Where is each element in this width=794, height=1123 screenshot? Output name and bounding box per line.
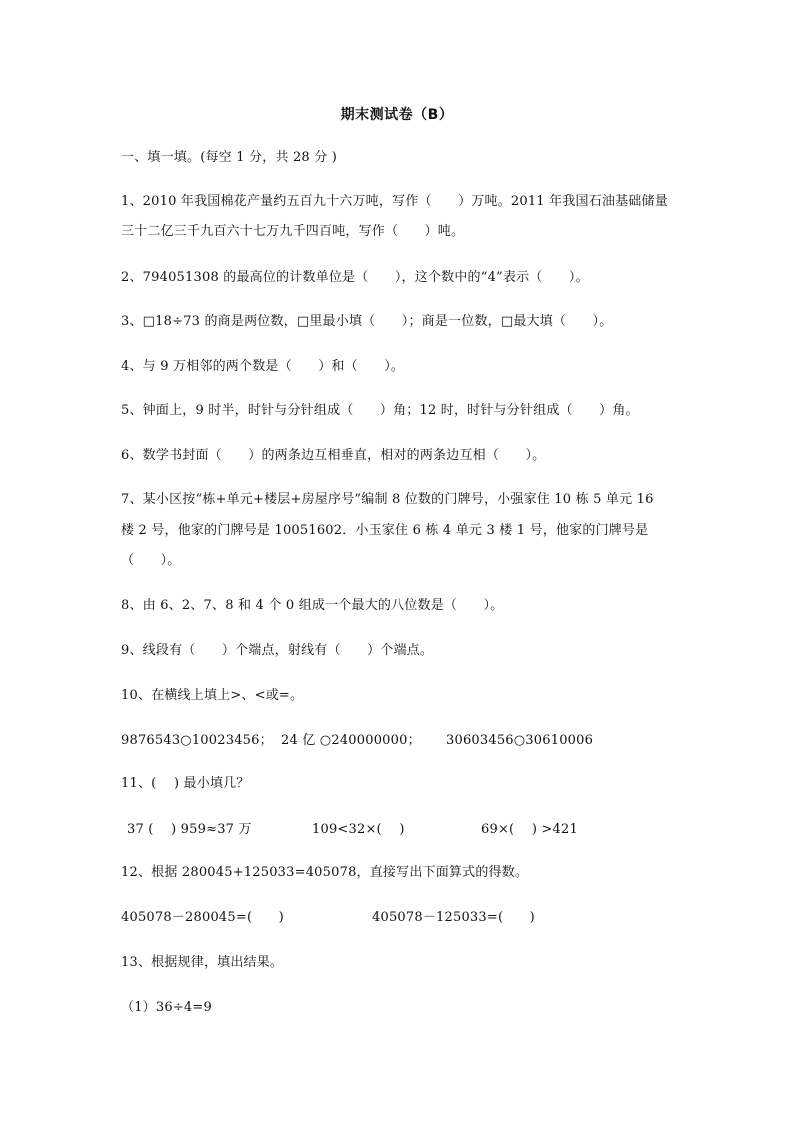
question-12-item-a: 405078－280045=( ) [121,910,284,925]
question-2: 2、794051308 的最高位的计数单位是（ ），这个数中的“4”表示（ ）。 [121,270,589,285]
question-11-item-b: 109<32×( ) [312,822,405,837]
question-3: 3、□18÷73 的商是两位数，□里最小填（ ）；商是一位数，□最大填（ ）。 [121,314,613,329]
question-6: 6、数学书封面（ ）的两条边互相垂直，相对的两条边互相（ ）。 [121,448,546,463]
question-10-item-c: 30603456○30610006 [446,733,594,748]
question-1-line-1: 1、2010 年我国棉花产量约五百九十六万吨，写作（ ）万吨。2011 年我国石油基础储量 [121,194,668,209]
question-10-item-a: 9876543○10023456； [121,733,273,748]
question-9: 9、线段有（ ）个端点，射线有（ ）个端点。 [121,643,434,658]
section-heading: 一、填一填。(每空 1 分，共 28 分 ) [121,150,338,165]
question-11: 11、( ) 最小填几？ [121,776,250,791]
question-12: 12、根据 280045+125033=405078，直接写出下面算式的得数。 [121,865,529,880]
question-7-line-1: 7、某小区按“栋+单元+楼层+房屋序号”编制 8 位数的门牌号，小强家住 10 栋 5 单元 16 [121,492,654,507]
question-4: 4、与 9 万相邻的两个数是（ ）和（ ）。 [121,359,405,374]
question-11-item-a: 37 ( ) 959≈37 万 [127,822,252,837]
question-12-item-b: 405078－125033=( ) [372,910,535,925]
question-1-line-2: 三十二亿三千九百六十七万九千四百吨，写作（ ）吨。 [121,224,465,239]
question-13: 13、根据规律，填出结果。 [121,955,284,970]
question-7-line-2: 楼 2 号，他家的门牌号是 10051602．小玉家住 6 栋 4 单元 3 楼 1 号，他家的门牌号是 [121,523,649,538]
question-5: 5、钟面上，9 时半，时针与分针组成（ ）角；12 时，时针与分针组成（ ）角。 [121,403,639,418]
question-7-line-3: （ ）。 [121,553,181,568]
question-8: 8、由 6、2、7、8 和 4 个 0 组成一个最大的八位数是（ ）。 [121,598,504,613]
page-title: 期末测试卷（B） [340,107,454,123]
question-10-item-b: 24 亿 ○240000000； [281,733,421,748]
question-10: 10、在横线上填上>、<或=。 [121,688,304,703]
question-13-item-1: （1）36÷4=9 [121,1000,212,1015]
question-11-item-c: 69×( ) >421 [481,822,578,837]
